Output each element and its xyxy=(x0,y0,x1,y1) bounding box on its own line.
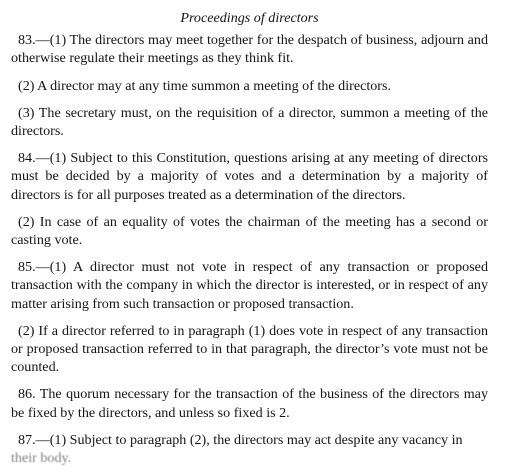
section-heading: Proceedings of directors xyxy=(180,10,319,26)
paragraph-83-3: (3) The secretary must, on the requisition of a director, summon a meeting of the directors. xyxy=(11,104,488,140)
paragraph-85-1: 85.—(1) A director must not vote in respect of any transaction or proposed transaction with the company in which the director is interested, or in respect of any matter arising from such transaction or proposed transaction. xyxy=(11,259,488,312)
paragraph-84-1: 84.—(1) Subject to this Constitution, questions arising at any meeting of directors must be decided by a majority of votes and a determination by a majority of directors is for all purposes treated as a determination of the directors. xyxy=(11,150,488,203)
paragraph-87-1 xyxy=(11,431,488,467)
document-page xyxy=(11,9,488,475)
paragraph-87-1-text: 87.—(1) Subject to paragraph (2), the directors may act despite any vacancy in xyxy=(18,431,463,448)
paragraph-83-2: (2) A director may at any time summon a meeting of the directors. xyxy=(18,77,391,94)
paragraph-87-1-tail: their body. xyxy=(11,450,72,467)
paragraph-85-2: (2) If a director referred to in paragraph (1) does vote in respect of any transaction or proposed transaction referred to in that paragraph, the director’s vote must not be counted. xyxy=(11,322,488,376)
paragraph-86: 86. The quorum necessary for the transaction of the business of the directors may be fixed by the directors, and unless so fixed is 2. xyxy=(11,386,488,421)
paragraph-84-2: (2) In case of an equality of votes the chairman of the meeting has a second or casting vote. xyxy=(11,213,488,249)
paragraph-83-1: 83.—(1) The directors may meet together for the despatch of business, adjourn and otherwise regulate their meetings as they think fit. xyxy=(11,32,488,67)
